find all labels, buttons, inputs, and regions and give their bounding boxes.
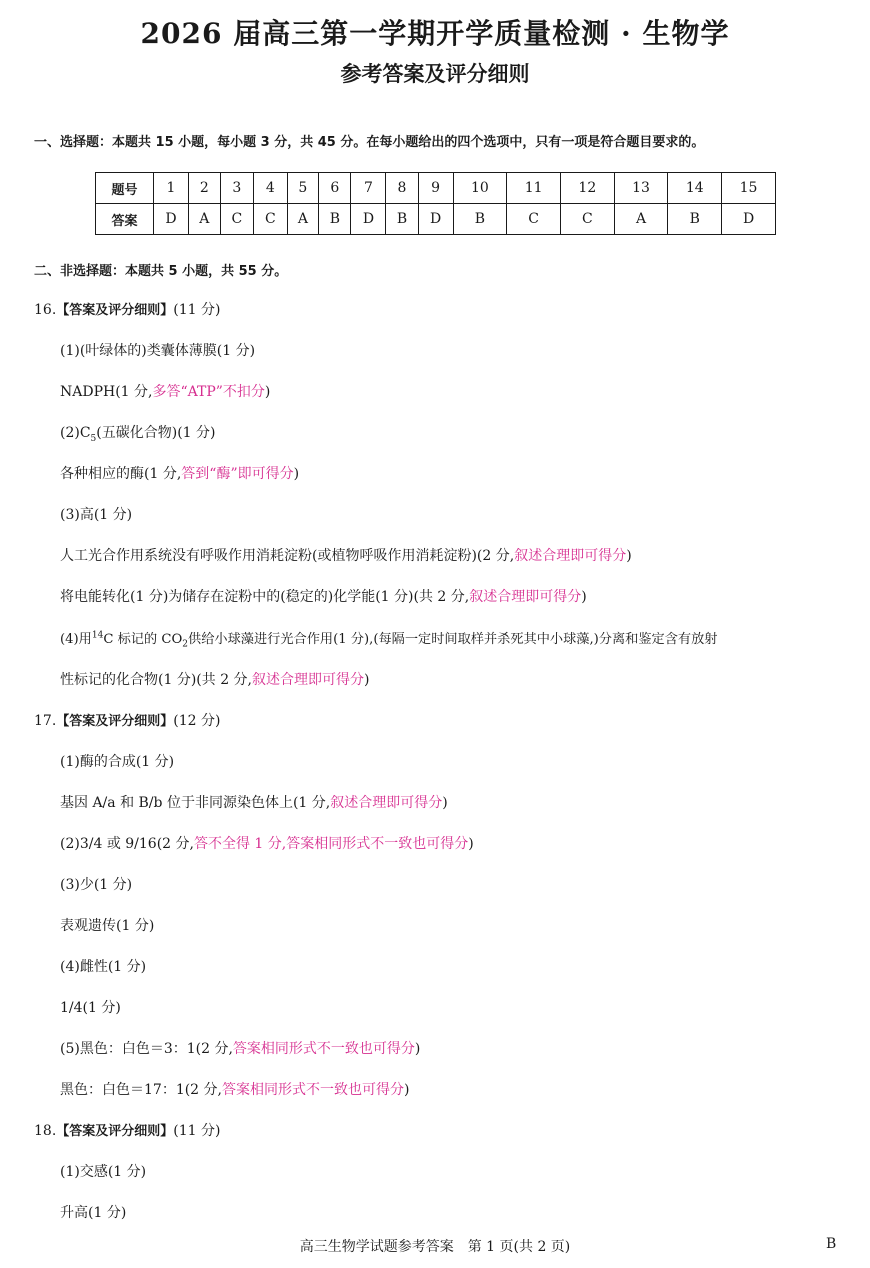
q16-l7-note: 叙述合理即可得分 <box>469 589 582 605</box>
q17-line-7: 1/4(1 分) <box>60 1000 121 1016</box>
q16-line-6 <box>60 545 632 565</box>
q17-l9-text: 黑色：白色＝17：1(2 分, <box>60 1082 222 1098</box>
q17-line-6: (4)雌性(1 分) <box>60 959 147 975</box>
paper-version-label: B <box>826 1236 837 1252</box>
q16-l6-end: ) <box>626 548 632 564</box>
q16-l3-sub: 5 <box>90 433 97 444</box>
question-number-cell: 7 <box>351 173 386 204</box>
q16-header: 【答案及评分细则】 <box>56 303 174 318</box>
q17-line-8 <box>60 1038 420 1058</box>
question-number-cell: 15 <box>722 173 776 204</box>
question-number-cell: 12 <box>560 173 614 204</box>
q18-score: (11 分) <box>173 1123 221 1139</box>
table-row-answers <box>96 204 776 235</box>
question-number-cell: 3 <box>220 173 253 204</box>
question-number-cell: 9 <box>418 173 453 204</box>
q16-l8-text: (4)用 <box>60 632 92 647</box>
answer-cell: C <box>507 204 561 235</box>
q16-line-1: (1)(叶绿体的)类囊体薄膜(1 分) <box>60 343 256 359</box>
q16-line-9 <box>60 669 369 689</box>
question-number-cell: 2 <box>188 173 220 204</box>
q17-l2-note: 叙述合理即可得分 <box>330 795 443 811</box>
question-number-cell: 5 <box>287 173 319 204</box>
q16-number: 16. <box>34 302 57 318</box>
q16-l8-sub: 2 <box>182 639 189 650</box>
question-number-cell: 10 <box>453 173 507 204</box>
answer-cell: A <box>287 204 319 235</box>
q17-line-2 <box>60 792 448 812</box>
question-number-cell: 1 <box>154 173 189 204</box>
q16-l7-text: 将电能转化(1 分)为储存在淀粉中的(稳定的)化学能(1 分)(共 2 分, <box>60 589 470 605</box>
answer-cell: B <box>453 204 507 235</box>
q17-heading <box>34 710 220 730</box>
q16-line-4 <box>60 463 299 483</box>
q16-l9-end: ) <box>364 672 370 688</box>
question-number-cell: 6 <box>319 173 351 204</box>
q16-l9-text: 性标记的化合物(1 分)(共 2 分, <box>60 672 253 688</box>
q18-heading <box>34 1120 220 1140</box>
q16-l3-text: (2)C <box>60 425 91 441</box>
q16-l6-note: 叙述合理即可得分 <box>514 548 627 564</box>
q17-line-3 <box>60 833 474 853</box>
answer-cell: D <box>418 204 453 235</box>
q17-line-9 <box>60 1079 409 1099</box>
q16-l4-note: 答到“酶”即可得分 <box>181 466 294 482</box>
answer-cell: C <box>220 204 253 235</box>
q17-score: (12 分) <box>173 713 221 729</box>
q17-l9-note: 答案相同形式不一致也可得分 <box>222 1082 404 1098</box>
section-2-heading: 二、非选择题：本题共 5 小题，共 55 分。 <box>34 264 288 279</box>
q16-heading <box>34 299 220 319</box>
table-header-answer: 答案 <box>96 204 154 235</box>
question-number-cell: 14 <box>668 173 722 204</box>
answer-table <box>95 172 776 235</box>
q17-l2-end: ) <box>442 795 448 811</box>
q16-line-7 <box>60 586 587 606</box>
q17-l3-end: ) <box>468 836 474 852</box>
q16-l4-end: ) <box>293 466 300 482</box>
question-number-cell: 11 <box>507 173 561 204</box>
q17-l2-text: 基因 A/a 和 B/b 位于非同源染色体上(1 分, <box>60 795 331 811</box>
table-row-numbers <box>96 173 776 204</box>
q17-line-4: (3)少(1 分) <box>60 877 133 893</box>
q17-line-1: (1)酶的合成(1 分) <box>60 754 175 770</box>
q16-l2-text: NADPH(1 分, <box>60 384 153 400</box>
q16-l2-end: ) <box>264 384 271 400</box>
answer-cell: A <box>188 204 220 235</box>
answer-cell: D <box>154 204 189 235</box>
q17-l9-end: ) <box>404 1082 410 1098</box>
page-footer: 高三生物学试题参考答案 第 1 页(共 2 页) <box>299 1239 571 1255</box>
q16-line-5: (3)高(1 分) <box>60 507 133 523</box>
q17-l3-note: 答不全得 1 分,答案相同形式不一致也可得分 <box>193 836 469 852</box>
q18-line-1: (1)交感(1 分) <box>60 1164 147 1180</box>
answer-cell: B <box>668 204 722 235</box>
q16-l8-text-b: C 标记的 CO <box>103 632 183 647</box>
q17-l3-text: (2)3/4 或 9/16(2 分, <box>60 836 194 852</box>
q16-l4-text: 各种相应的酶(1 分, <box>60 466 182 482</box>
answer-cell: C <box>254 204 287 235</box>
q16-l8-text-c: 供给小球藻进行光合作用(1 分),(每隔一定时间取样并杀死其中小球藻,)分离和鉴定含有放射 <box>188 632 718 647</box>
q18-header: 【答案及评分细则】 <box>56 1124 174 1139</box>
question-number-cell: 4 <box>254 173 287 204</box>
answer-cell: D <box>722 204 776 235</box>
section-1-heading: 一、选择题：本题共 15 小题，每小题 3 分，共 45 分。在每小题给出的四个选项中，只有一项是符合题目要求的。 <box>34 135 705 150</box>
q16-l9-note: 叙述合理即可得分 <box>252 672 365 688</box>
q17-l8-end: ) <box>414 1041 421 1057</box>
answer-cell: B <box>319 204 351 235</box>
q18-number: 18. <box>34 1123 57 1139</box>
q16-line-3 <box>60 422 216 444</box>
q16-l3-rest: (五碳化合物)(1 分) <box>96 425 216 441</box>
q16-l2-note: 多答“ATP”不扣分 <box>152 384 265 400</box>
answer-cell: A <box>614 204 668 235</box>
q16-l7-end: ) <box>581 589 587 605</box>
q16-line-2 <box>60 381 270 401</box>
answer-cell: D <box>351 204 386 235</box>
q17-l8-note: 答案相同形式不一致也可得分 <box>232 1041 415 1057</box>
q17-l8-text: (5)黑色：白色＝3：1(2 分, <box>60 1041 233 1057</box>
q17-header: 【答案及评分细则】 <box>56 714 174 729</box>
q16-score: (11 分) <box>173 302 221 318</box>
q17-number: 17. <box>34 713 57 729</box>
q16-line-8 <box>60 628 718 650</box>
answer-cell: B <box>386 204 418 235</box>
q18-line-2: 升高(1 分) <box>60 1205 127 1221</box>
page-subtitle: 参考答案及评分细则 <box>340 61 530 86</box>
answer-cell: C <box>560 204 614 235</box>
page-title: 2026 届高三第一学期开学质量检测 · 生物学 <box>140 17 730 50</box>
q17-line-5: 表观遗传(1 分) <box>60 918 155 934</box>
q16-l8-sup: 14 <box>91 630 104 641</box>
question-number-cell: 8 <box>386 173 418 204</box>
question-number-cell: 13 <box>614 173 668 204</box>
table-header-number: 题号 <box>96 173 154 204</box>
q16-l6-text: 人工光合作用系统没有呼吸作用消耗淀粉(或植物呼吸作用消耗淀粉)(2 分, <box>60 548 515 564</box>
